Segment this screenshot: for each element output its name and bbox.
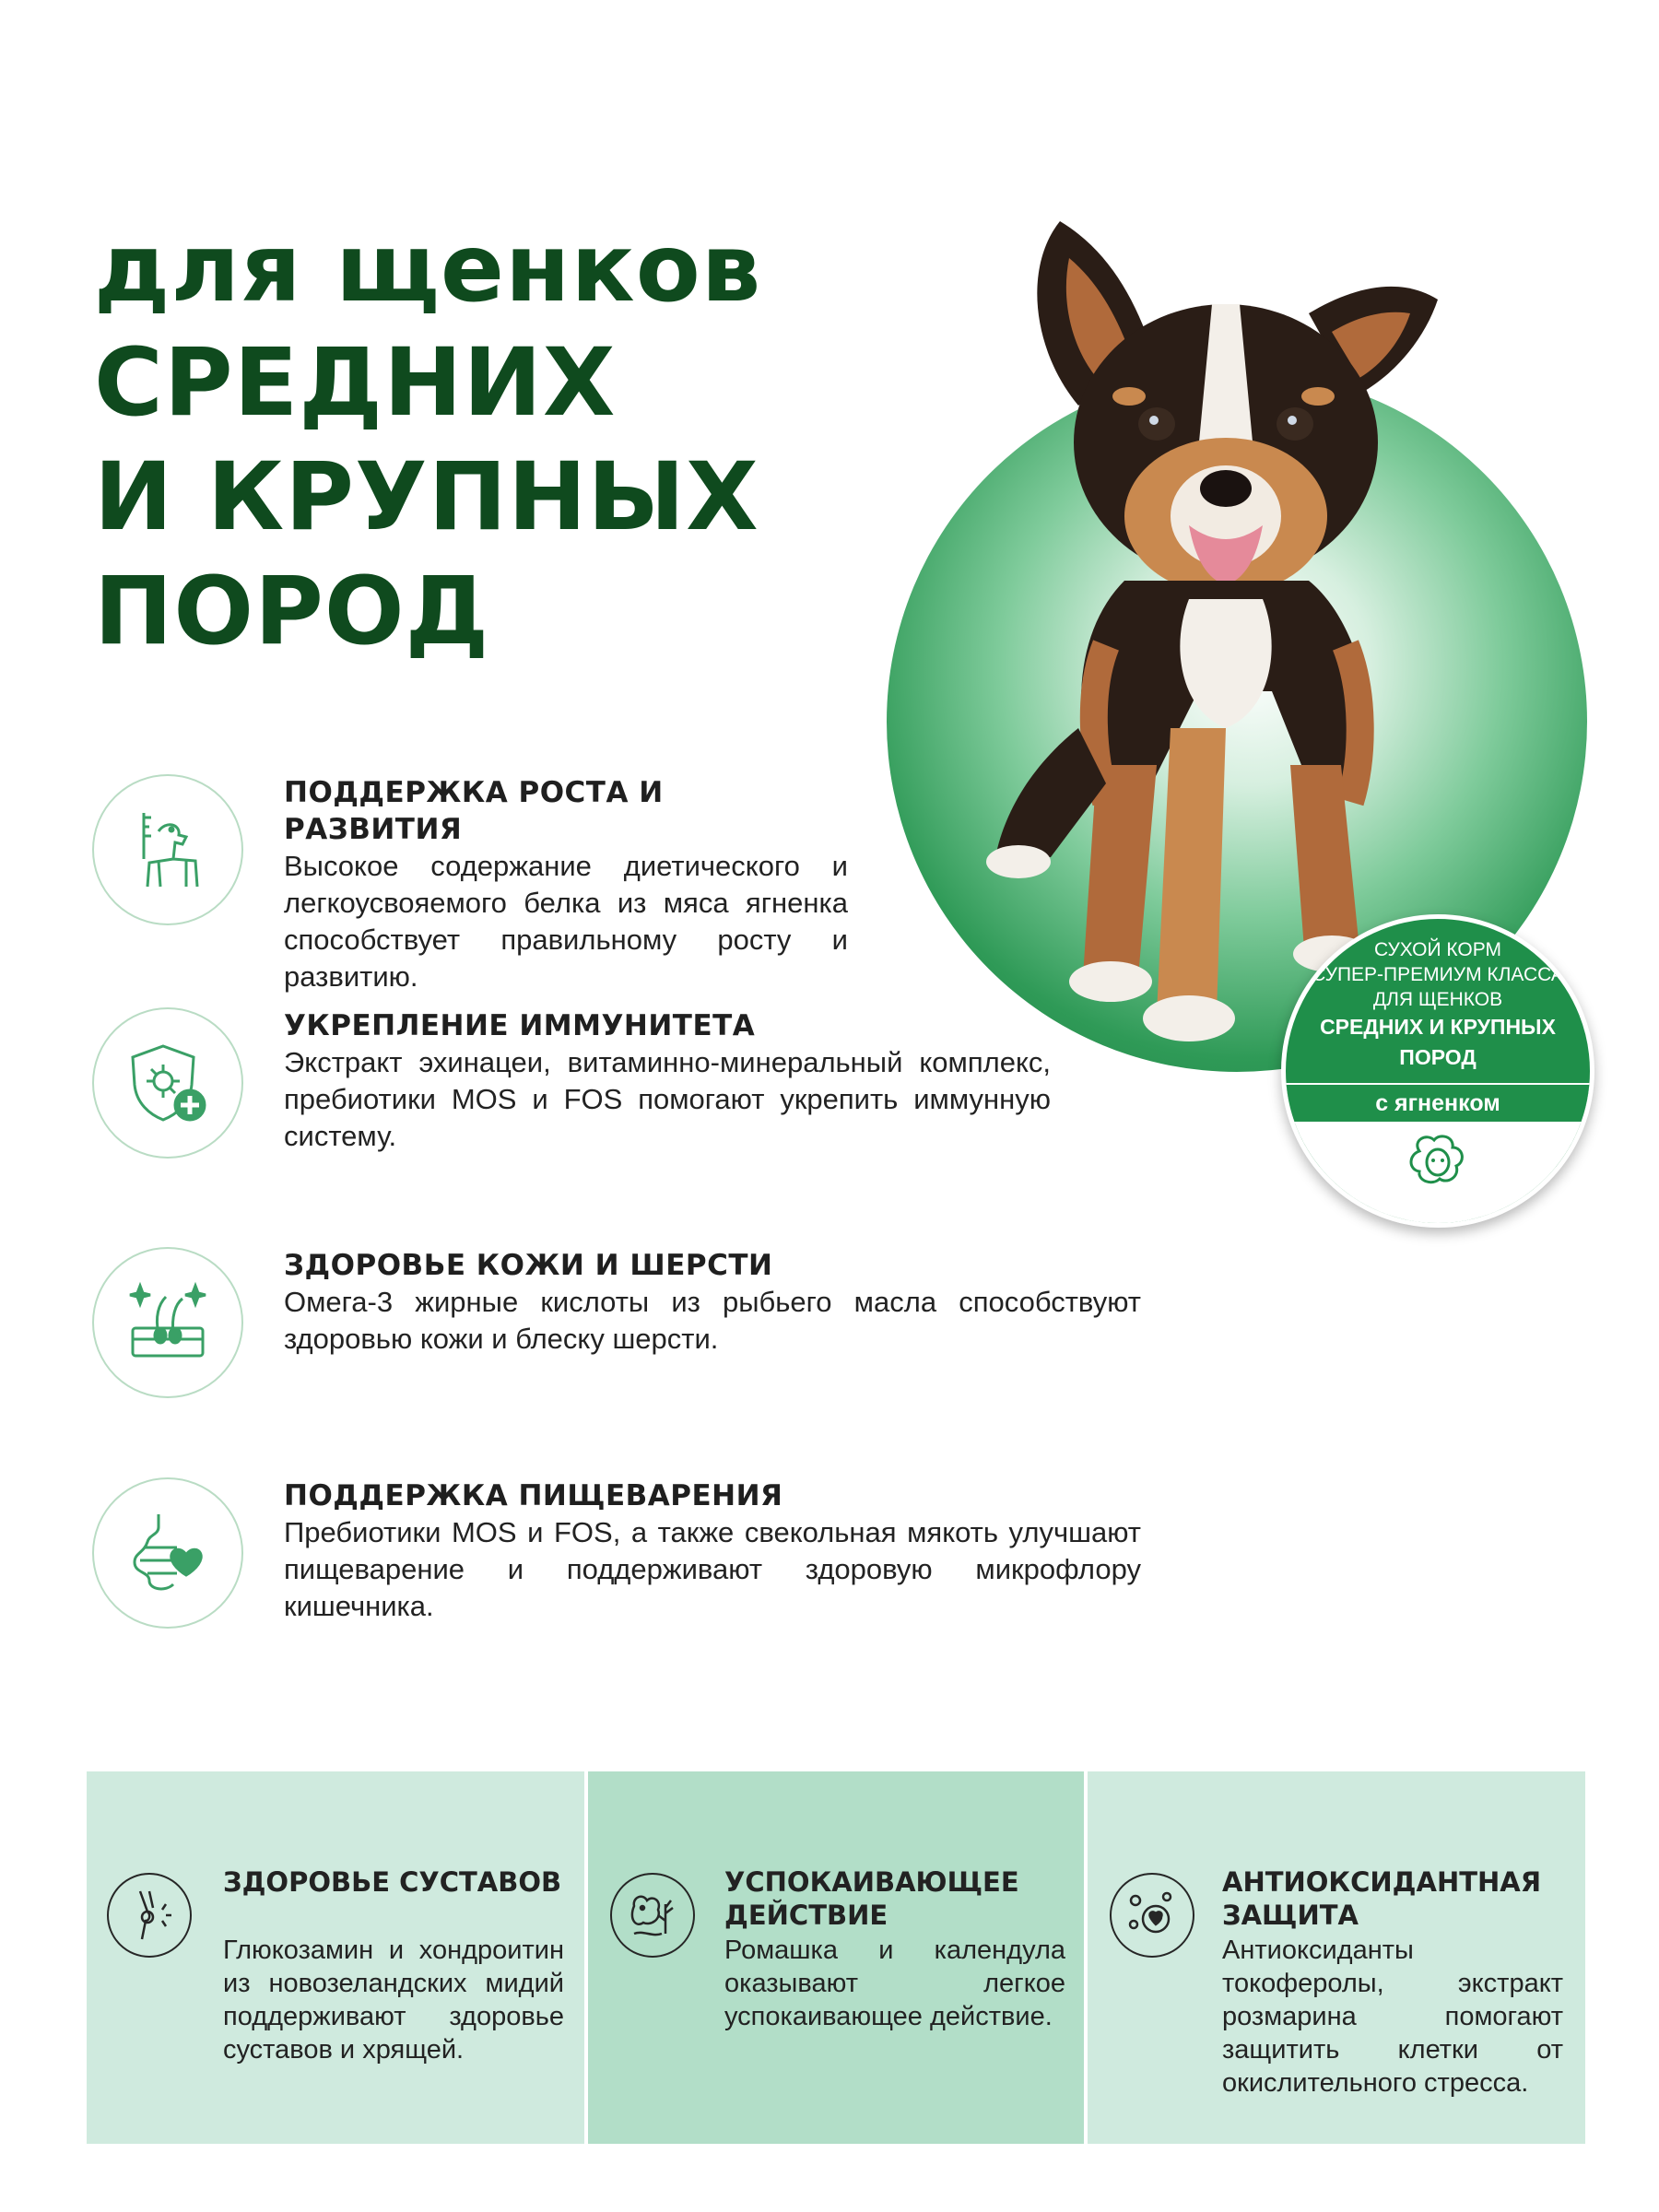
feature-icon-circle xyxy=(92,1247,243,1398)
panel-body: Глюкозамин и хондроитин из новозеландских мидий поддерживают здоровье суставов и хрящей. xyxy=(223,1936,564,2065)
digestion-icon xyxy=(122,1507,214,1599)
badge-bold-line-2: ПОРОД xyxy=(1399,1045,1477,1069)
feature-body: Высокое содержание диетического и легкоусвояемого белка из мяса ягненка способствует правильному росту и развитию. xyxy=(284,850,848,993)
feature-text xyxy=(284,1477,1141,1625)
joint-icon xyxy=(122,1888,177,1943)
feature-title: УКРЕПЛЕНИЕ ИММУНИТЕТА xyxy=(284,1009,756,1042)
feature-title: ПОДДЕРЖКА РОСТА И РАЗВИТИЯ xyxy=(284,776,664,846)
panel-title: УСПОКАИВАЮЩЕЕ ДЕЙСТВИЕ xyxy=(724,1866,1019,1931)
feature-text xyxy=(284,1247,1141,1358)
headline-line-2: СРЕДНИХ xyxy=(94,328,617,438)
headline-line-1: для щенков xyxy=(94,214,762,324)
badge-lamb-label: с ягненком xyxy=(1286,1085,1590,1122)
feature-icon-circle xyxy=(92,1477,243,1629)
lamb-icon xyxy=(1401,1131,1475,1195)
feature-icon-circle xyxy=(92,1007,243,1159)
panel-antioxidant xyxy=(1088,1771,1585,2144)
feature-body: Пребиотики MOS и FOS, а также свекольная мякоть улучшают пищеварение и поддерживают здоровую микрофлору кишечника. xyxy=(284,1516,1141,1622)
badge-bold-line-1: СРЕДНИХ И КРУПНЫХ xyxy=(1320,1015,1556,1039)
panel-joints xyxy=(87,1771,584,2144)
badge-line-2: СУПЕР-ПРЕМИУМ КЛАССА xyxy=(1312,964,1564,985)
feature-title: ПОДДЕРЖКА ПИЩЕВАРЕНИЯ xyxy=(284,1479,783,1512)
panel-icon-circle xyxy=(610,1873,695,1958)
feature-title: ЗДОРОВЬЕ КОЖИ И ШЕРСТИ xyxy=(284,1249,773,1282)
antioxidant-icon xyxy=(1124,1888,1180,1943)
immunity-shield-icon xyxy=(122,1037,214,1129)
panel-icon-circle xyxy=(1110,1873,1194,1958)
panel-title: ЗДОРОВЬЕ СУСТАВОВ xyxy=(223,1866,562,1898)
headline-line-3: И КРУПНЫХ xyxy=(94,442,759,552)
feature-body: Экстракт эхинацеи, витаминно-минеральный комплекс, пребиотики MOS и FOS помогают укрепить иммунную систему. xyxy=(284,1046,1051,1152)
puppy-growth-icon xyxy=(122,804,214,896)
badge-line-1: СУХОЙ КОРМ xyxy=(1374,939,1501,960)
feature-body: Омега-3 жирные кислоты из рыбьего масла способствуют здоровью кожи и блеску шерсти. xyxy=(284,1286,1141,1355)
headline-line-4: ПОРОД xyxy=(94,557,490,666)
panel-body: Ромашка и календула оказывают легкое успокаивающее действие. xyxy=(724,1936,1065,2031)
page-headline xyxy=(94,212,761,669)
panel-body: Антиоксиданты токоферолы, экстракт розмарина помогают защитить клетки от окислительного стресса. xyxy=(1222,1936,1563,2098)
badge-line-3: ДЛЯ ЩЕНКОВ xyxy=(1372,989,1503,1010)
panel-icon-circle xyxy=(107,1873,192,1958)
feature-text xyxy=(284,774,848,995)
product-badge xyxy=(1281,914,1594,1228)
skin-hair-icon xyxy=(122,1277,214,1369)
feature-text xyxy=(284,1007,1051,1155)
feature-icon-circle xyxy=(92,774,243,925)
panel-title: АНТИОКСИДАНТНАЯ ЗАЩИТА xyxy=(1222,1866,1542,1931)
calming-icon xyxy=(625,1888,680,1943)
panel-calming xyxy=(588,1771,1084,2144)
